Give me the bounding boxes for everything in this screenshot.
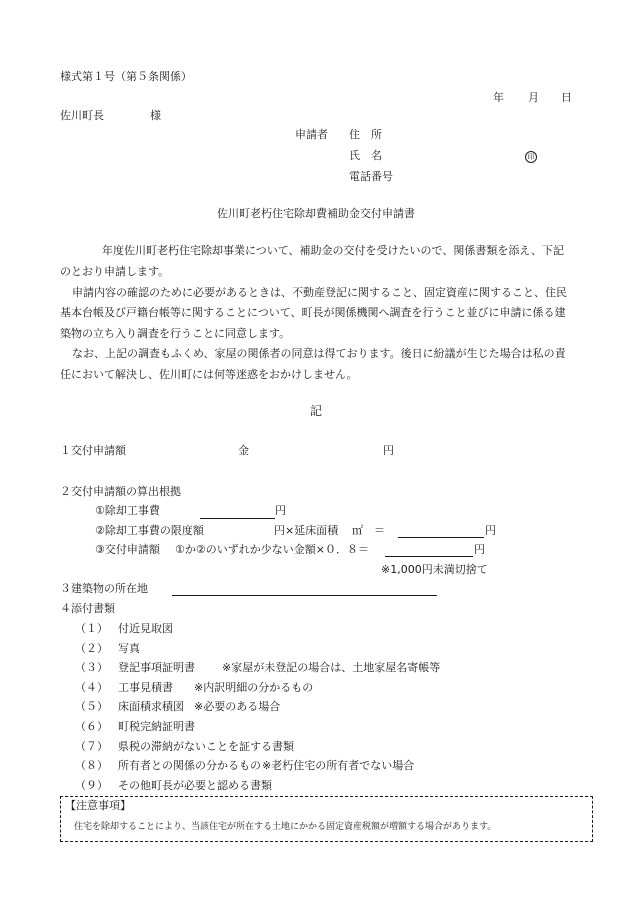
building-location-field[interactable] [172, 595, 437, 596]
attachment-text: 写真 [118, 642, 140, 655]
attachment-num: （３） [75, 661, 108, 674]
document-title: 佐川町老朽住宅除却費補助金交付申請書 [217, 207, 415, 220]
body-line: のとおり申請します。 [60, 265, 170, 278]
attachment-note: ※老朽住宅の所有者でない場合 [262, 759, 415, 772]
attachment-text: 床面積求積図 [118, 700, 184, 713]
attachment-num: （６） [75, 720, 108, 733]
item1-label: ①除却工事費 [95, 504, 160, 517]
attachment-note: ※内訳明細の分かるもの [194, 681, 314, 694]
attachment-text: 県税の滞納がないことを証する書類 [118, 740, 294, 753]
attachment-num: （１） [75, 622, 108, 635]
item2-yen: 円 [485, 524, 496, 537]
attachment-num: （９） [75, 779, 108, 792]
attachment-num: （４） [75, 681, 108, 694]
item2-amount-field[interactable] [398, 537, 484, 538]
notice-box [60, 796, 593, 842]
item2-unit: ㎡ [352, 524, 363, 537]
applicant-address-label: 住 所 [349, 128, 382, 141]
body-line: 築物の立ち入り調査を行うことに同意します。 [60, 327, 291, 340]
item1-yen: 円 [275, 504, 286, 517]
attachment-text: 付近見取図 [118, 622, 173, 635]
body-line: 申請内容の確認のために必要があるときは、不動産登記に関すること、固定資産に関すること、住民 [72, 286, 567, 299]
attachment-note: ※必要のある場合 [194, 700, 281, 713]
item2-eq: ＝ [374, 524, 385, 537]
attachment-text: その他町長が必要と認める書類 [118, 779, 272, 792]
applicant-label: 申請者 [295, 128, 328, 141]
section4-label: ４添付書類 [60, 602, 115, 615]
date-day: 日 [561, 91, 572, 104]
body-line: 基本台帳及び戸籍台帳等に関することについて、町長が関係機関へ調査を行うこと並びに申請に係る建 [60, 306, 566, 319]
section1-label: １交付申請額 [60, 444, 126, 457]
notice-text: 住宅を除却することにより、当該住宅が所在する土地にかかる固定資産税額が増額する場合があります。 [74, 822, 497, 832]
section2-label: ２交付申請額の算出根拠 [60, 485, 181, 498]
attachment-num: （５） [75, 700, 108, 713]
attachment-num: （８） [75, 759, 108, 772]
addressee-honorific: 様 [150, 109, 161, 122]
addressee-name: 佐川町長 [60, 109, 104, 122]
body-line: 年度佐川町老朽住宅除却事業について、補助金の交付を受けたいので、関係書類を添え、下記 [102, 244, 564, 257]
attachment-text: 登記事項証明書 [118, 661, 195, 674]
section1-yen: 円 [383, 444, 394, 457]
item3-label: ③交付申請額 [95, 543, 160, 556]
item3-yen: 円 [474, 543, 485, 556]
date-year: 年 [493, 91, 504, 104]
body-line: なお、上記の調査もふくめ、家屋の関係者の同意は得ております。後日に紛議が生じた場合は私の責 [72, 347, 566, 360]
seal-mark-icon: 印 [525, 151, 537, 163]
attachment-note: ※家屋が未登記の場合は、土地家屋名寄帳等 [222, 661, 441, 674]
attachment-text: 工事見積書 [118, 681, 173, 694]
notice-heading: 【注意事項】 [65, 799, 131, 812]
attachment-num: （２） [75, 642, 108, 655]
item3-amount-field[interactable] [385, 556, 473, 557]
section1-kin: 金 [238, 444, 249, 457]
item1-amount-field[interactable] [200, 518, 275, 519]
attachment-num: （７） [75, 740, 108, 753]
section3-label: ３建築物の所在地 [60, 582, 148, 595]
rounding-note: ※1,000円未満切捨て [381, 563, 488, 576]
ki-heading: 記 [310, 404, 323, 418]
applicant-name-label: 氏 名 [349, 149, 382, 162]
date-month: 月 [528, 91, 539, 104]
item2-label: ②除却工事費の限度額 [95, 524, 204, 537]
item2-yen-area: 円×延床面積 [274, 524, 339, 537]
attachment-text: 町税完納証明書 [118, 720, 195, 733]
applicant-phone-label: 電話番号 [349, 170, 393, 183]
attachment-text: 所有者との関係の分かるもの [118, 759, 261, 772]
form-number: 様式第１号（第５条関係） [60, 70, 192, 83]
body-line: 任において解決し、佐川町には何等迷惑をおかけしません。 [60, 368, 358, 381]
item3-formula: ①か②のいずれか少ない金額×０．８＝ [175, 543, 369, 556]
